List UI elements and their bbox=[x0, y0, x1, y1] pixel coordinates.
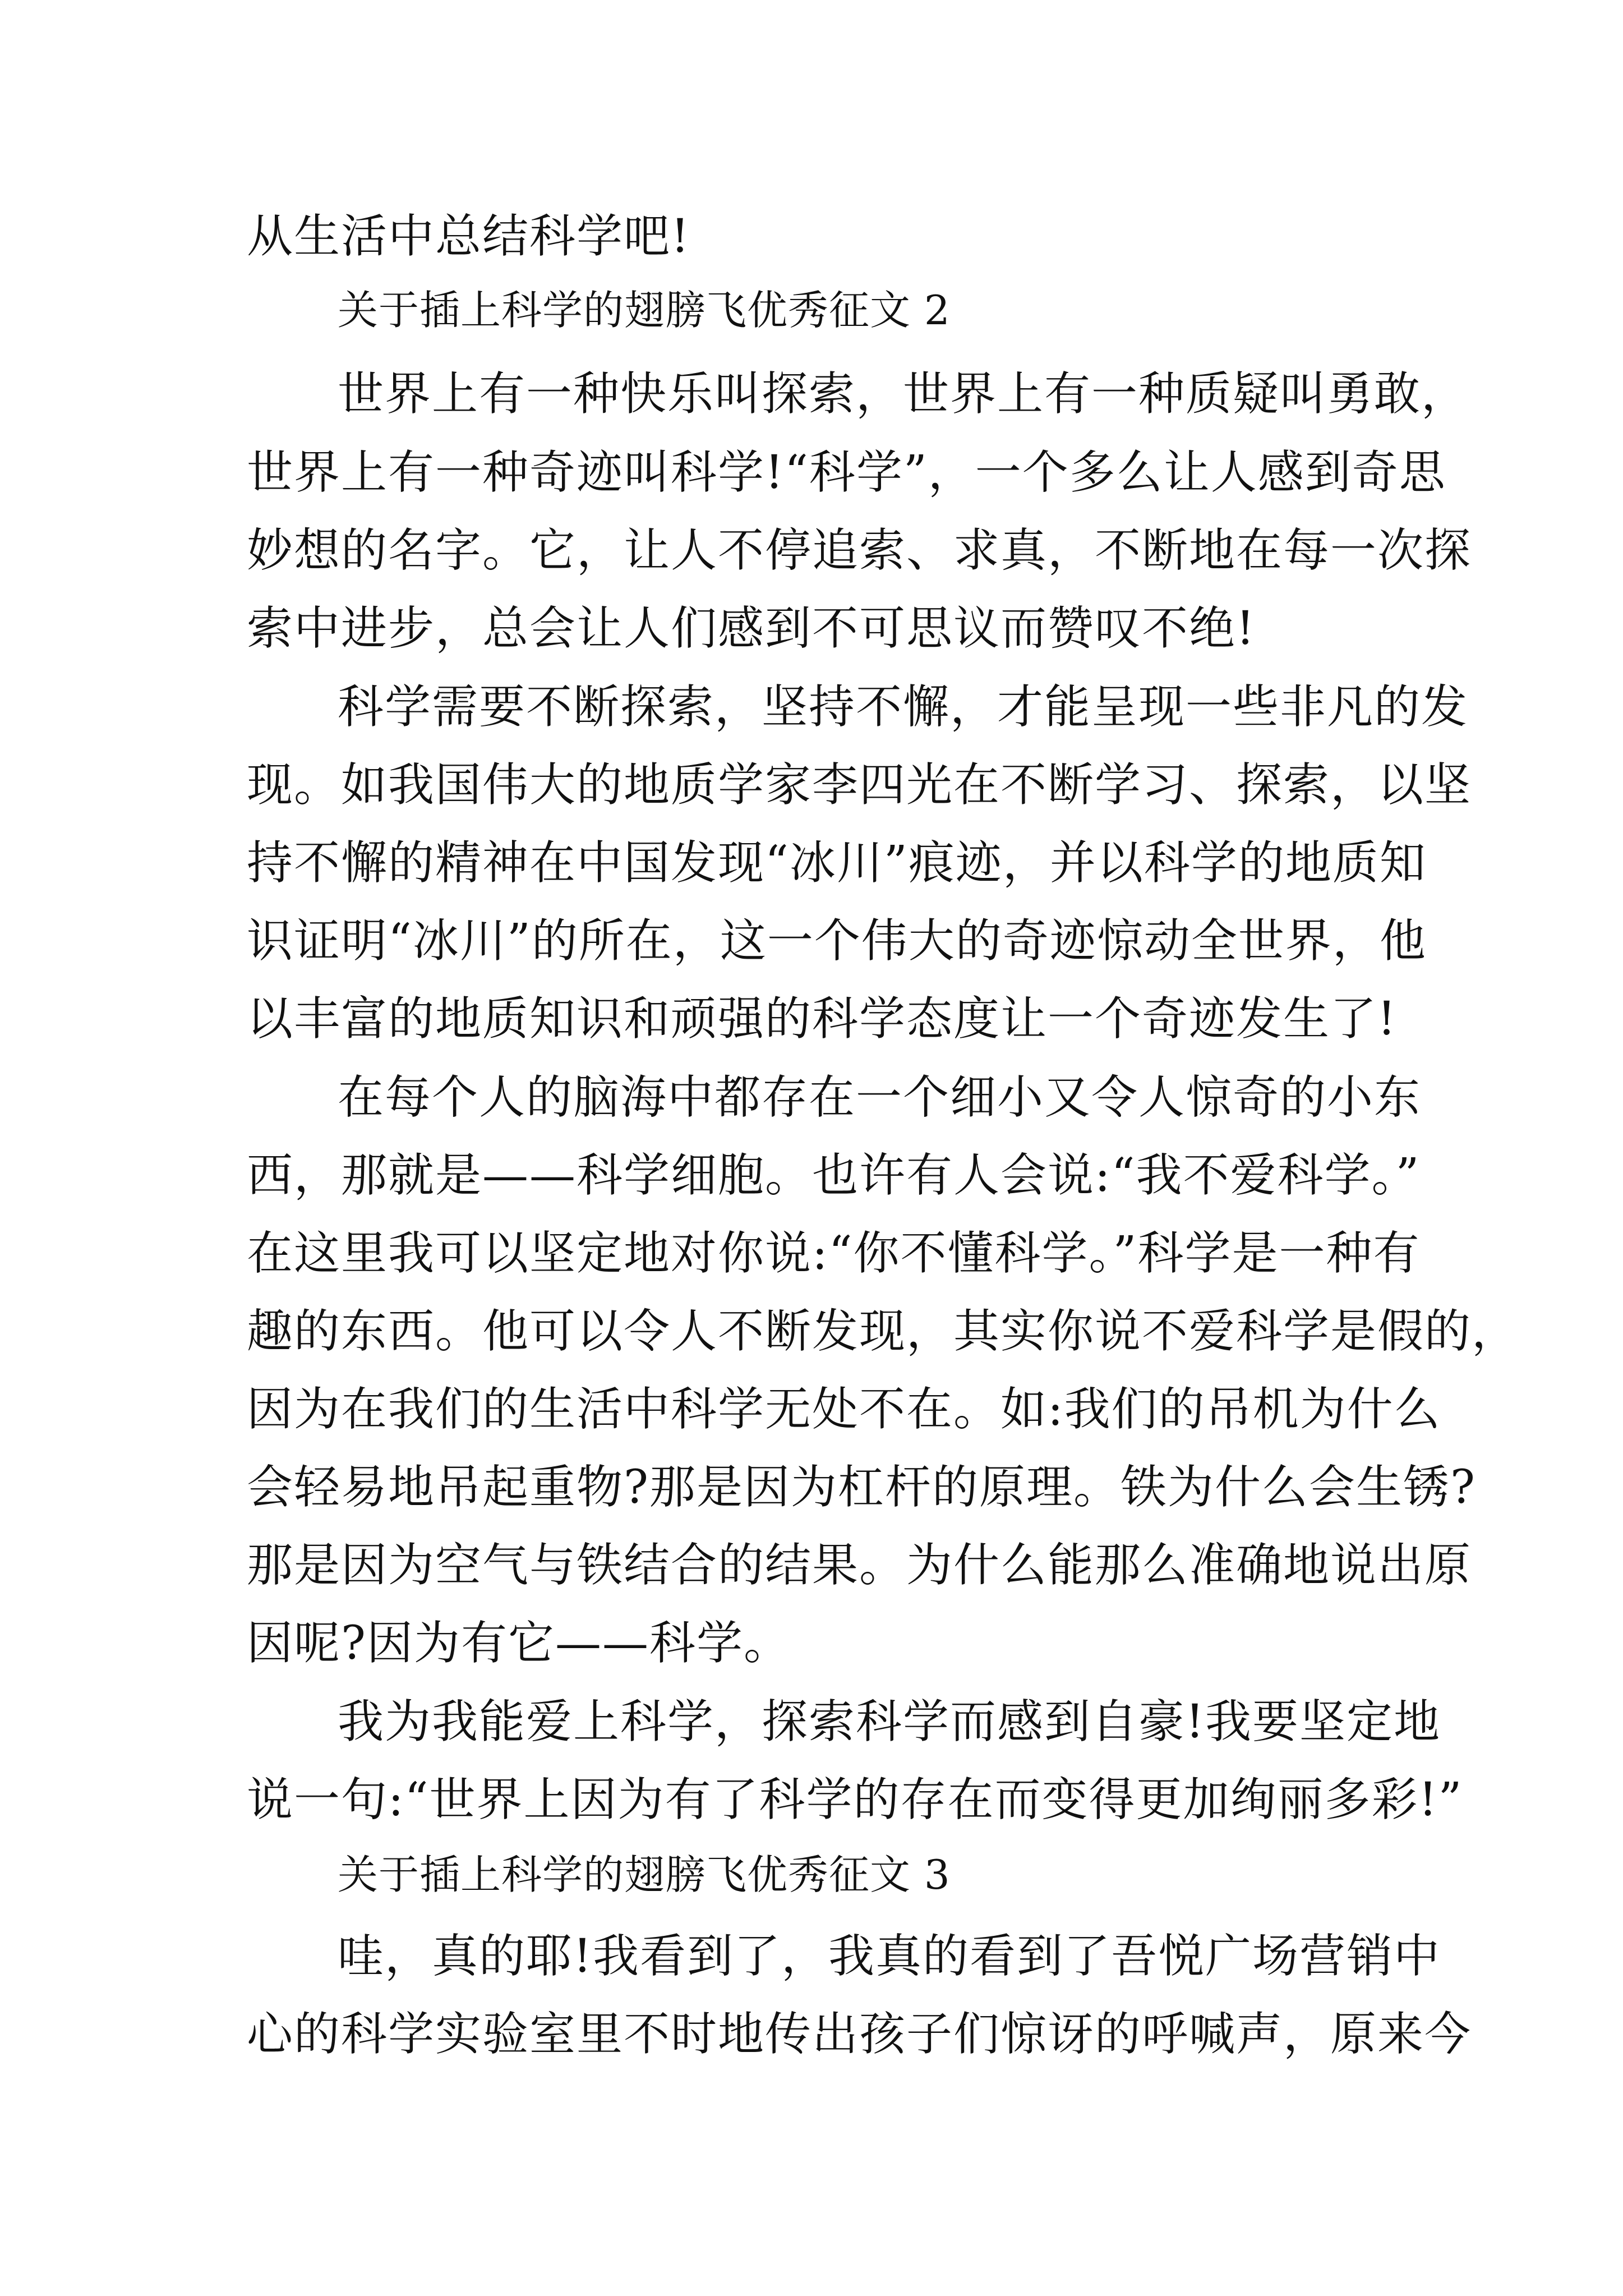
text-line-5: 妙想的名字。它，让人不停追索、求真，不断地在每一次探 bbox=[247, 524, 1472, 577]
text-line-15: 趣的东西。他可以令人不断发现，其实你说不爱科学是假的， bbox=[247, 1305, 1519, 1358]
text-line-9: 持不懈的精神在中国发现“冰川”痕迹，并以科学的地质知 bbox=[247, 836, 1427, 890]
text-line-3: 世界上有一种快乐叫探索，世界上有一种质疑叫勇敢， bbox=[338, 367, 1469, 421]
essay-heading-2: 关于插上科学的翅膀飞优秀征文 2 bbox=[338, 287, 951, 334]
text-line-13: 西，那就是——科学细胞。也许有人会说:“我不爱科学。” bbox=[247, 1149, 1421, 1202]
text-line-14: 在这里我可以坚定地对你说:“你不懂科学。”科学是一种有 bbox=[247, 1227, 1421, 1280]
text-line-11: 以丰富的地质知识和顽强的科学态度让一个奇迹发生了! bbox=[247, 992, 1397, 1046]
text-line-12: 在每个人的脑海中都存在一个细小又令人惊奇的小东 bbox=[338, 1071, 1422, 1124]
text-line-17: 会轻易地吊起重物?那是因为杠杆的原理。铁为什么会生锈? bbox=[247, 1461, 1476, 1514]
text-line-10: 识证明“冰川”的所在，这一个伟大的奇迹惊动全世界，他 bbox=[247, 914, 1427, 968]
text-line-18: 那是因为空气与铁结合的结果。为什么能那么准确地说出原 bbox=[247, 1539, 1472, 1592]
text-line-6: 索中进步，总会让人们感到不可思议而赞叹不绝! bbox=[247, 602, 1256, 655]
text-line-23: 哇，真的耶!我看到了，我真的看到了吾悦广场营销中 bbox=[338, 1930, 1441, 1983]
text-line-24: 心的科学实验室里不时地传出孩子们惊讶的呼喊声，原来今 bbox=[247, 2008, 1472, 2061]
essay-heading-3: 关于插上科学的翅膀飞优秀征文 3 bbox=[338, 1851, 951, 1898]
text-line-16: 因为在我们的生活中科学无处不在。如:我们的吊机为什么 bbox=[247, 1383, 1441, 1436]
text-line-19: 因呢?因为有它——科学。 bbox=[247, 1617, 791, 1670]
text-line-20: 我为我能爱上科学，探索科学而感到自豪!我要坚定地 bbox=[338, 1695, 1441, 1749]
text-line-1: 从生活中总结科学吧! bbox=[247, 210, 690, 263]
text-line-21: 说一句:“世界上因为有了科学的存在而变得更加绚丽多彩!” bbox=[247, 1773, 1463, 1826]
text-line-8: 现。如我国伟大的地质学家李四光在不断学习、探索，以坚 bbox=[247, 758, 1472, 812]
text-line-4: 世界上有一种奇迹叫科学!“科学”，一个多么让人感到奇思 bbox=[247, 446, 1446, 499]
text-line-7: 科学需要不断探索，坚持不懈，才能呈现一些非凡的发 bbox=[338, 680, 1469, 734]
